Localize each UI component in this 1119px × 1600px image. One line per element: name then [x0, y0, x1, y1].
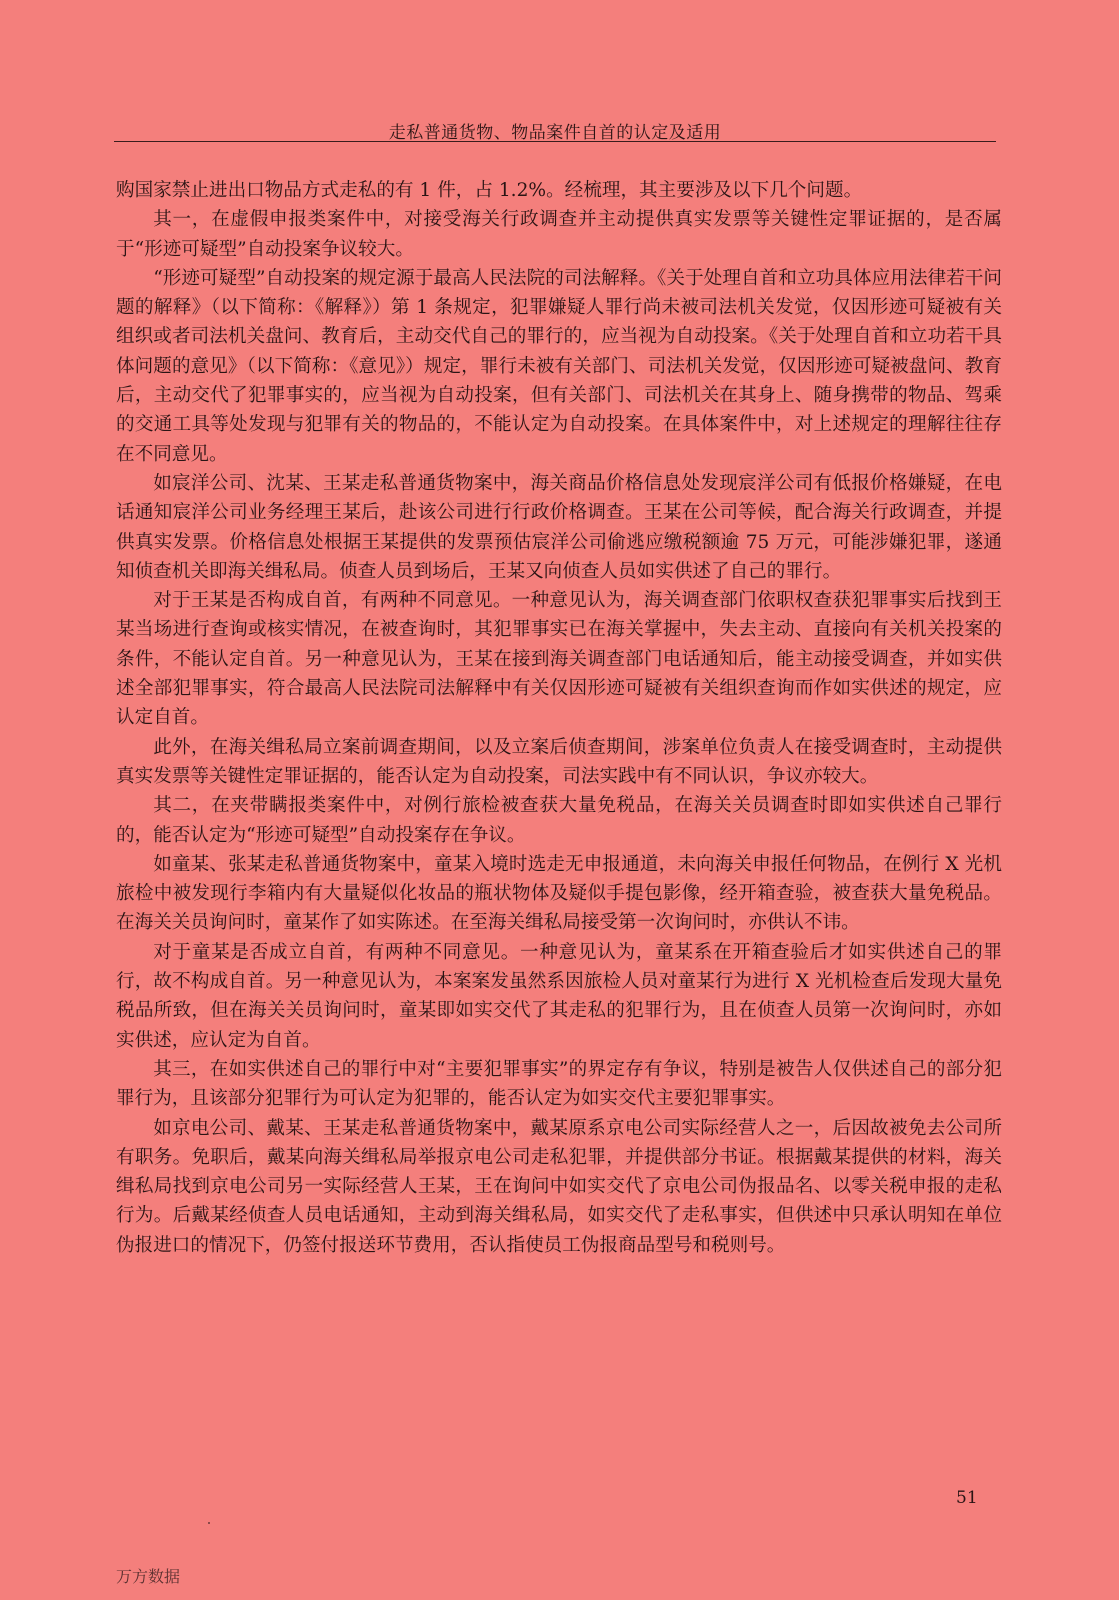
watermark: 万方数据: [116, 1567, 181, 1586]
header-rule: [114, 141, 996, 142]
paragraph: 如京电公司、戴某、王某走私普通货物案中，戴某原系京电公司实际经营人之一，后因故被免去公司所有职务。免职后，戴某向海关缉私局举报京电公司走私犯罪，并提供部分书证。根据戴某提供的材料，海关缉私局找到京电公司另一实际经营人王某，王在询问中如实交代了京电公司伪报品名、以零关税申报的走私行为。后戴某经侦查人员电话通知，主动到海关缉私局，如实交代了走私事实，但供述中只承认明知在单位伪报进口的情况下，仍签付报送环节费用，否认指使员工伪报商品型号和税则号。: [116, 1117, 1002, 1256]
paragraph: 此外，在海关缉私局立案前调查期间，以及立案后侦查期间，涉案单位负责人在接受调查时，主动提供真实发票等关键性定罪证据的，能否认定为自动投案，司法实践中有不同认识，争议亦较大。: [116, 736, 1002, 787]
scan-speck: [208, 1522, 210, 1524]
paragraph: “形迹可疑型”自动投案的规定源于最高人民法院的司法解释。《关于处理自首和立功具体应用法律若干问题的解释》（以下简称：《解释》）第 1 条规定，犯罪嫌疑人罪行尚未被司法机关发觉，仅因形迹可疑被有关组织或者司法机关盘问、教育后，主动交代自己的罪行的，应当视为自动投案。《关于处理自首和立功若干具体问题的意见》（以下简称：《意见》）规定，罪行未被有关部门、司法机关发觉，仅因形迹可疑被盘问、教育后，主动交代了犯罪事实的，应当视为自动投案，但有关部门、司法机关在其身上、随身携带的物品、驾乘的交通工具等处发现与犯罪有关的物品的，不能认定为自动投案。在具体案件中，对上述规定的理解往往存在不同意见。: [116, 267, 1002, 465]
paragraph: 如宸洋公司、沈某、王某走私普通货物案中，海关商品价格信息处发现宸洋公司有低报价格嫌疑，在电话通知宸洋公司业务经理王某后，赴该公司进行行政价格调查。王某在公司等候，配合海关行政调查，并提供真实发票。价格信息处根据王某提供的发票预估宸洋公司偷逃应缴税额逾 75 万元，可能涉嫌犯罪，遂通知侦查机关即海关缉私局。侦查人员到场后，王某又向侦查人员如实供述了自己的罪行。: [116, 472, 1002, 582]
paragraph: 对于王某是否构成自首，有两种不同意见。一种意见认为，海关调查部门依职权查获犯罪事实后找到王某当场进行查询或核实情况，在被查询时，其犯罪事实已在海关掌握中，失去主动、直接向有关机关投案的条件，不能认定自首。另一种意见认为，王某在接到海关调查部门电话通知后，能主动接受调查，并如实供述全部犯罪事实，符合最高人民法院司法解释中有关仅因形迹可疑被有关组织查询而作如实供述的规定，应认定自首。: [116, 590, 1002, 729]
paragraph: 其一，在虚假申报类案件中，对接受海关行政调查并主动提供真实发票等关键性定罪证据的，是否属于“形迹可疑型”自动投案争议较大。: [116, 209, 1002, 260]
paragraph: 其二，在夹带瞒报类案件中，对例行旅检被查获大量免税品，在海关关员调查时即如实供述自己罪行的，能否认定为“形迹可疑型”自动投案存在争议。: [116, 795, 1002, 846]
paragraph: 其三，在如实供述自己的罪行中对“主要犯罪事实”的界定存有争议，特别是被告人仅供述自己的部分犯罪行为，且该部分犯罪行为可认定为犯罪的，能否认定为如实交代主要犯罪事实。: [116, 1058, 1002, 1110]
paragraph: 如童某、张某走私普通货物案中，童某入境时选走无申报通道，未向海关申报任何物品，在例行 X 光机旅检中被发现行李箱内有大量疑似化妆品的瓶状物体及疑似手提包影像，经开箱查验，被查获大量免税品。在海关关员询问时，童某作了如实陈述。在至海关缉私局接受第一次询问时，亦供认不讳。: [116, 853, 1002, 934]
paragraph: 对于童某是否成立自首，有两种不同意见。一种意见认为，童某系在开箱查验后才如实供述自己的罪行，故不构成自首。另一种意见认为，本案案发虽然系因旅检人员对童某行为进行 X 光机检查后发现大量免税品所致，但在海关关员询问时，童某即如实交代了其走私的犯罪行为，且在侦查人员第一次询问时，亦如实供述，应认定为自首。: [116, 941, 1002, 1051]
body-text: [116, 176, 1002, 1260]
page-number: 51: [956, 1488, 978, 1508]
running-header: 走私普通货物、物品案件自首的认定及适用: [388, 123, 722, 143]
paragraph: 购国家禁止进出口物品方式走私的有 1 件，占 1.2%。经梳理，其主要涉及以下几个问题。: [116, 180, 863, 201]
